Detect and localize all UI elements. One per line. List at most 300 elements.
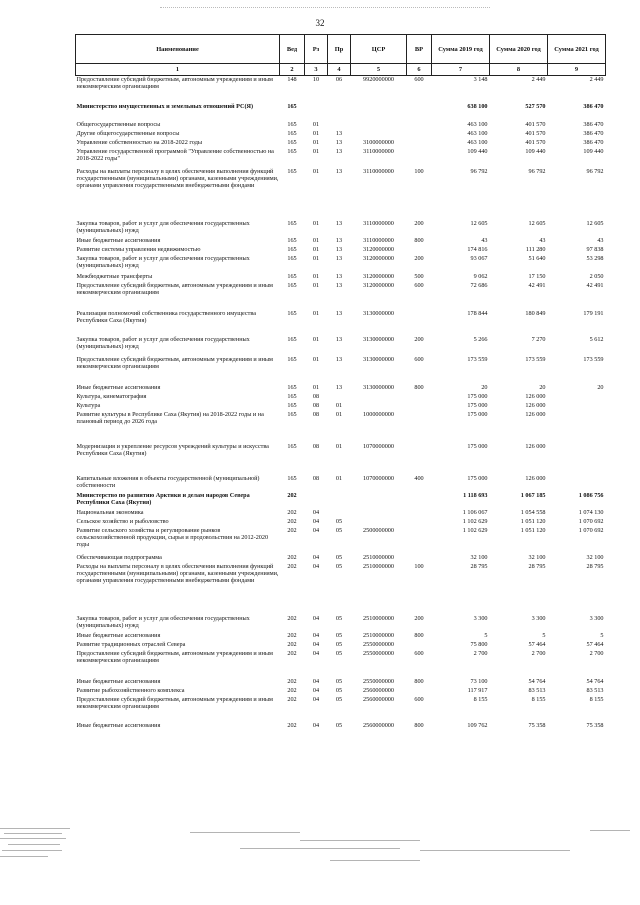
row-csr-cell [351, 121, 407, 130]
row-name-cell: Развитие рыбохозяйственного комплекса [76, 687, 185, 694]
row-s2021-cell: 2 050 [589, 273, 604, 280]
row-s2021-cell [548, 402, 606, 411]
row-vr-cell [407, 492, 432, 509]
row-name-cell: Иные бюджетные ассигнования [76, 632, 161, 639]
row-ved-cell: 202 [287, 632, 297, 639]
row-pr-cell: 05 [335, 563, 343, 570]
row-name-cell: Развитие сельского хозяйства и регулирование рынков сельскохозяйственной продукции, сырья и продовольствия на 2012-2020 годы [76, 527, 269, 548]
row-s2019-cell: 28 795 [470, 563, 488, 570]
row-name-cell: Общегосударственные вопросы [76, 121, 161, 128]
row-s2019-cell: 463 100 [467, 121, 488, 128]
table-row [76, 443, 606, 475]
row-name-cell: Предоставление субсидий бюджетным, автономным учреждениям и иным некоммерческим организациям [76, 696, 273, 710]
row-ved-cell: 148 [287, 76, 297, 83]
row-s2019-cell: 463 100 [467, 139, 488, 146]
row-pr-cell: 13 [335, 356, 343, 363]
row-s2020-cell: 180 849 [525, 310, 546, 317]
row-s2021-cell: 43 [597, 237, 604, 244]
table-row [76, 246, 606, 255]
row-vr-cell [407, 103, 432, 121]
row-s2020-cell: 401 570 [525, 139, 546, 146]
row-s2020-cell: 5 [542, 632, 546, 639]
row-s2021-cell: 386 470 [583, 130, 604, 137]
row-rz-cell: 01 [312, 384, 320, 391]
row-pr-cell: 01 [335, 402, 343, 409]
row-ved-cell: 202 [287, 641, 297, 648]
row-csr-cell: 3130000000 [363, 310, 394, 317]
row-vr-cell [407, 246, 432, 255]
row-s2021-cell: 1 074 130 [578, 509, 604, 516]
row-rz-cell: 04 [312, 632, 320, 639]
row-csr-cell: 2510000000 [363, 563, 394, 570]
row-s2019-cell: 173 559 [467, 356, 488, 363]
row-csr-cell: 3110000000 [363, 168, 394, 175]
column-number: 7 [432, 64, 490, 76]
row-s2021-cell [548, 475, 606, 492]
table-row [76, 336, 606, 356]
row-s2021-cell: 12 605 [586, 220, 604, 227]
row-csr-cell: 2510000000 [363, 554, 394, 561]
row-s2019-cell: 20 [481, 384, 488, 391]
header-cell: Пр [328, 35, 351, 64]
row-s2021-cell: 1 086 756 [578, 492, 604, 499]
row-pr-cell [328, 509, 351, 518]
row-ved-cell: 202 [287, 678, 297, 685]
budget-table [75, 34, 606, 729]
row-s2020-cell: 527 570 [525, 103, 546, 110]
row-ved-cell: 202 [287, 509, 297, 516]
row-vr-cell: 800 [414, 632, 424, 639]
row-name-cell: Развитие системы управления недвижимостью [76, 246, 201, 253]
column-number: 2 [280, 64, 305, 76]
row-pr-cell: 13 [335, 139, 343, 146]
row-s2020-cell: 96 792 [528, 168, 546, 175]
row-s2020-cell: 7 270 [531, 336, 546, 343]
row-rz-cell: 04 [312, 527, 320, 534]
row-name-cell: Предоставление субсидий бюджетным, автономным учреждениям и иным некоммерческим организациям [76, 282, 273, 296]
row-ved-cell: 165 [287, 168, 297, 175]
row-rz-cell: 01 [312, 310, 320, 317]
row-ved-cell: 165 [287, 130, 297, 137]
row-name-cell: Развитие традиционных отраслей Севера [76, 641, 186, 648]
row-pr-cell: 13 [335, 148, 343, 155]
row-s2019-cell: 12 605 [470, 220, 488, 227]
row-name-cell: Другие общегосударственные вопросы [76, 130, 180, 137]
row-vr-cell: 600 [414, 282, 424, 289]
row-s2021-cell: 1 070 692 [578, 518, 604, 525]
header-cell: Наименование [76, 35, 280, 64]
row-vr-cell: 800 [414, 237, 424, 244]
row-s2021-cell: 2 449 [589, 76, 604, 83]
table-row [76, 411, 606, 443]
row-csr-cell: 2560000000 [363, 722, 394, 729]
row-s2020-cell: 126 000 [525, 393, 546, 400]
row-s2020-cell: 51 640 [528, 255, 546, 262]
row-ved-cell: 165 [287, 336, 297, 343]
table-row [76, 518, 606, 527]
row-s2020-cell: 43 [539, 237, 546, 244]
row-s2019-cell: 5 [484, 632, 488, 639]
row-csr-cell: 2550000000 [363, 650, 394, 657]
row-s2020-cell: 401 570 [525, 130, 546, 137]
row-rz-cell: 01 [312, 246, 320, 253]
table-row [76, 168, 606, 220]
row-vr-cell: 200 [414, 615, 424, 622]
row-vr-cell: 200 [414, 220, 424, 227]
row-name-cell: Модернизация и укрепление ресурсов учреждений культуры и искусства Республики Саха (Якутия) [76, 443, 269, 457]
row-csr-cell: 1070000000 [363, 443, 394, 450]
row-csr-cell: 3130000000 [363, 384, 394, 391]
row-ved-cell: 165 [287, 148, 297, 155]
row-vr-cell [407, 687, 432, 696]
row-rz-cell: 04 [312, 518, 320, 525]
row-csr-cell: 2560000000 [363, 687, 394, 694]
row-pr-cell [328, 103, 351, 121]
row-s2020-cell: 1 054 558 [520, 509, 546, 516]
row-s2021-cell: 1 070 692 [578, 527, 604, 534]
row-csr-cell: 1000000000 [363, 411, 394, 418]
row-csr-cell: 3120000000 [363, 246, 394, 253]
table-row [76, 696, 606, 722]
row-vr-cell: 100 [414, 168, 424, 175]
row-s2020-cell: 42 491 [528, 282, 546, 289]
row-rz-cell: 01 [312, 356, 320, 363]
row-s2021-cell: 97 838 [586, 246, 604, 253]
row-s2021-cell: 32 100 [586, 554, 604, 561]
row-csr-cell: 3120000000 [363, 282, 394, 289]
row-rz-cell: 01 [312, 336, 320, 343]
row-s2021-cell: 28 795 [586, 563, 604, 570]
row-rz-cell: 04 [312, 687, 320, 694]
table-row [76, 76, 606, 104]
row-ved-cell: 202 [287, 492, 297, 499]
row-s2019-cell: 109 440 [467, 148, 488, 155]
row-s2020-cell: 28 795 [528, 563, 546, 570]
row-vr-cell [407, 527, 432, 554]
row-csr-cell: 2510000000 [363, 632, 394, 639]
table-row [76, 615, 606, 632]
row-s2021-cell: 57 464 [586, 641, 604, 648]
row-rz-cell: 08 [312, 443, 320, 450]
table-row [76, 255, 606, 273]
row-ved-cell: 165 [287, 255, 297, 262]
row-csr-cell: 2510000000 [363, 615, 394, 622]
table-row [76, 402, 606, 411]
table-row [76, 139, 606, 148]
table-row [76, 678, 606, 687]
row-csr-cell [351, 103, 407, 121]
row-vr-cell [407, 402, 432, 411]
row-name-cell: Иные бюджетные ассигнования [76, 722, 161, 729]
row-s2021-cell: 42 491 [586, 282, 604, 289]
row-csr-cell [351, 393, 407, 402]
row-name-cell: Министерство по развитию Арктики и делам народов Севера Республики Саха (Якутия) [76, 492, 250, 506]
table-row [76, 475, 606, 492]
row-ved-cell: 202 [287, 563, 297, 570]
row-s2021-cell: 53 298 [586, 255, 604, 262]
row-ved-cell: 165 [287, 273, 297, 280]
row-s2020-cell: 1 067 185 [520, 492, 546, 499]
column-number: 6 [407, 64, 432, 76]
row-s2021-cell: 109 440 [583, 148, 604, 155]
row-s2019-cell: 93 067 [470, 255, 488, 262]
row-s2020-cell: 111 280 [525, 246, 546, 253]
row-pr-cell: 05 [335, 641, 343, 648]
row-vr-cell [407, 518, 432, 527]
row-name-cell: Закупка товаров, работ и услуг для обеспечения государственных (муниципальных) нужд [76, 255, 250, 269]
header-cell: Вед [280, 35, 305, 64]
row-pr-cell: 13 [335, 273, 343, 280]
row-ved-cell: 202 [287, 650, 297, 657]
row-ved-cell: 165 [287, 411, 297, 418]
row-s2020-cell: 8 155 [531, 696, 546, 703]
row-csr-cell: 3110000000 [363, 237, 394, 244]
row-pr-cell: 13 [335, 246, 343, 253]
row-name-cell: Закупка товаров, работ и услуг для обеспечения государственных (муниципальных) нужд [76, 220, 250, 234]
table-row [76, 509, 606, 518]
table-row [76, 273, 606, 282]
row-rz-cell: 08 [312, 393, 320, 400]
row-ved-cell: 165 [287, 356, 297, 363]
row-vr-cell [407, 641, 432, 650]
row-s2021-cell: 3 300 [589, 615, 604, 622]
row-s2021-cell: 179 191 [583, 310, 604, 317]
row-s2019-cell: 109 762 [467, 722, 488, 729]
table-row [76, 722, 606, 729]
row-csr-cell: 3130000000 [363, 336, 394, 343]
row-vr-cell: 400 [414, 475, 424, 482]
table-row [76, 554, 606, 563]
row-pr-cell: 05 [335, 615, 343, 622]
row-vr-cell: 100 [414, 563, 424, 570]
row-s2019-cell: 463 100 [467, 130, 488, 137]
row-ved-cell: 202 [287, 615, 297, 622]
row-s2021-cell: 96 792 [586, 168, 604, 175]
row-pr-cell: 05 [335, 650, 343, 657]
row-name-cell: Расходы на выплаты персоналу в целях обеспечения выполнения функций государственными (муниципальными) органами, казенными учреждениями, органами управления государственными внебюджетными фондами [76, 168, 279, 189]
column-number: 4 [328, 64, 351, 76]
row-s2019-cell: 9 062 [473, 273, 488, 280]
row-s2019-cell: 175 000 [467, 393, 488, 400]
row-vr-cell [407, 148, 432, 168]
row-s2019-cell: 175 000 [467, 411, 488, 418]
row-csr-cell: 3110000000 [363, 220, 394, 227]
row-s2020-cell: 126 000 [525, 475, 546, 482]
row-s2019-cell: 178 844 [467, 310, 488, 317]
row-csr-cell [351, 130, 407, 139]
row-s2019-cell: 1 118 693 [463, 492, 488, 499]
table-row [76, 237, 606, 246]
row-csr-cell: 9920000000 [363, 76, 394, 83]
row-ved-cell: 165 [287, 282, 297, 289]
row-pr-cell: 13 [335, 336, 343, 343]
row-s2020-cell: 75 358 [528, 722, 546, 729]
row-s2019-cell: 8 155 [473, 696, 488, 703]
row-pr-cell: 06 [335, 76, 343, 83]
row-rz-cell: 04 [312, 615, 320, 622]
row-s2020-cell: 109 440 [525, 148, 546, 155]
row-pr-cell [328, 492, 351, 509]
table-header [76, 35, 606, 76]
table-row [76, 641, 606, 650]
row-rz-cell: 01 [312, 148, 320, 155]
table-row [76, 492, 606, 509]
scan-top-rule [160, 7, 490, 8]
row-rz-cell: 08 [312, 475, 320, 482]
row-ved-cell: 165 [287, 475, 297, 482]
row-rz-cell: 01 [312, 220, 320, 227]
row-name-cell: Развитие культуры в Республике Саха (Якутия) на 2018-2022 годы и на плановый период до 2026 года [76, 411, 264, 425]
row-vr-cell [407, 411, 432, 443]
row-ved-cell: 165 [287, 402, 297, 409]
row-ved-cell: 165 [287, 310, 297, 317]
row-pr-cell: 05 [335, 527, 343, 534]
row-vr-cell [407, 443, 432, 475]
row-ved-cell: 202 [287, 687, 297, 694]
row-pr-cell: 05 [335, 696, 343, 703]
row-csr-cell: 3130000000 [363, 356, 394, 363]
row-s2021-cell [548, 393, 606, 402]
header-cell: ЦСР [351, 35, 407, 64]
row-s2019-cell: 43 [481, 237, 488, 244]
row-s2020-cell: 1 051 120 [520, 518, 546, 525]
table-row [76, 121, 606, 130]
row-s2020-cell: 54 764 [528, 678, 546, 685]
row-s2019-cell: 175 000 [467, 475, 488, 482]
row-name-cell: Обеспечивающая подпрограмма [76, 554, 162, 561]
row-ved-cell: 165 [287, 121, 297, 128]
row-s2021-cell: 5 [600, 632, 604, 639]
row-vr-cell: 800 [414, 678, 424, 685]
row-s2021-cell: 83 513 [586, 687, 604, 694]
header-cell: Сумма 2021 год [548, 35, 606, 64]
row-s2019-cell: 175 000 [467, 443, 488, 450]
row-name-cell: Иные бюджетные ассигнования [76, 678, 161, 685]
row-s2020-cell: 2 700 [531, 650, 546, 657]
table-row [76, 310, 606, 336]
row-s2021-cell: 173 559 [583, 356, 604, 363]
row-pr-cell: 05 [335, 518, 343, 525]
row-vr-cell [407, 554, 432, 563]
row-csr-cell [351, 518, 407, 527]
row-pr-cell: 13 [335, 310, 343, 317]
table-body [76, 76, 606, 730]
row-s2019-cell: 32 100 [470, 554, 488, 561]
row-s2020-cell: 83 513 [528, 687, 546, 694]
row-vr-cell: 800 [414, 722, 424, 729]
row-s2019-cell: 96 792 [470, 168, 488, 175]
row-rz-cell: 01 [312, 121, 320, 128]
row-s2021-cell: 5 612 [589, 336, 604, 343]
header-cell: ВР [407, 35, 432, 64]
row-vr-cell: 600 [414, 76, 424, 83]
row-csr-cell: 3110000000 [363, 148, 394, 155]
row-s2020-cell: 2 449 [531, 76, 546, 83]
row-s2020-cell: 173 559 [525, 356, 546, 363]
row-pr-cell: 13 [335, 282, 343, 289]
row-name-cell: Иные бюджетные ассигнования [76, 237, 161, 244]
row-name-cell: Иные бюджетные ассигнования [76, 384, 161, 391]
row-name-cell: Расходы на выплаты персоналу в целях обеспечения выполнения функций государственными (муниципальными) органами, казенными учреждениями, органами управления государственными внебюджетными фондами [76, 563, 279, 584]
row-s2021-cell: 386 470 [583, 103, 604, 110]
row-s2021-cell: 20 [597, 384, 604, 391]
row-s2020-cell: 1 051 120 [520, 527, 546, 534]
row-csr-cell: 1070000000 [363, 475, 394, 482]
row-vr-cell: 600 [414, 356, 424, 363]
row-rz-cell: 04 [312, 650, 320, 657]
row-vr-cell [407, 121, 432, 130]
column-number: 9 [548, 64, 606, 76]
row-csr-cell [351, 402, 407, 411]
row-pr-cell: 01 [335, 443, 343, 450]
row-s2021-cell: 386 470 [583, 121, 604, 128]
row-rz-cell: 04 [312, 678, 320, 685]
row-ved-cell: 165 [287, 103, 297, 110]
row-pr-cell [328, 121, 351, 130]
page-number: 32 [315, 18, 325, 28]
row-ved-cell: 202 [287, 722, 297, 729]
table-row [76, 220, 606, 237]
table-row [76, 148, 606, 168]
row-s2020-cell: 32 100 [528, 554, 546, 561]
row-vr-cell [407, 310, 432, 336]
row-ved-cell: 165 [287, 246, 297, 253]
header-cell: Рз [305, 35, 328, 64]
row-rz-cell [305, 492, 328, 509]
row-vr-cell [407, 393, 432, 402]
row-pr-cell: 13 [335, 384, 343, 391]
row-rz-cell: 01 [312, 282, 320, 289]
row-s2019-cell: 638 100 [467, 103, 488, 110]
table-row [76, 356, 606, 384]
row-s2019-cell: 1 102 629 [462, 527, 488, 534]
table-row [76, 687, 606, 696]
table-row [76, 563, 606, 615]
row-rz-cell: 10 [312, 76, 320, 83]
row-vr-cell: 800 [414, 384, 424, 391]
row-s2021-cell [548, 411, 606, 443]
row-rz-cell: 04 [312, 554, 320, 561]
row-rz-cell: 01 [312, 273, 320, 280]
row-s2019-cell: 5 266 [473, 336, 488, 343]
row-s2021-cell: 2 700 [589, 650, 604, 657]
row-pr-cell: 01 [335, 411, 343, 418]
table-row [76, 527, 606, 554]
row-rz-cell: 04 [312, 696, 320, 703]
row-ved-cell: 202 [287, 527, 297, 534]
row-s2021-cell [548, 443, 606, 475]
row-name-cell: Культура [76, 402, 101, 409]
row-vr-cell: 600 [414, 650, 424, 657]
row-name-cell: Реализация полномочий собственника государственного имущества Республики Саха (Якутия) [76, 310, 256, 324]
row-ved-cell: 165 [287, 384, 297, 391]
row-s2020-cell: 126 000 [525, 402, 546, 409]
row-pr-cell: 05 [335, 678, 343, 685]
row-csr-cell: 3120000000 [363, 273, 394, 280]
row-pr-cell: 05 [335, 687, 343, 694]
row-s2019-cell: 75 800 [470, 641, 488, 648]
column-number: 1 [76, 64, 280, 76]
row-pr-cell: 05 [335, 554, 343, 561]
row-name-cell: Закупка товаров, работ и услуг для обеспечения государственных (муниципальных) нужд [76, 336, 250, 350]
row-name-cell: Закупка товаров, работ и услуг для обеспечения государственных (муниципальных) нужд [76, 615, 250, 629]
row-pr-cell: 13 [335, 220, 343, 227]
row-rz-cell: 01 [312, 237, 320, 244]
row-csr-cell: 3100000000 [363, 139, 394, 146]
row-s2021-cell: 54 764 [586, 678, 604, 685]
row-rz-cell: 01 [312, 255, 320, 262]
table-row [76, 282, 606, 310]
